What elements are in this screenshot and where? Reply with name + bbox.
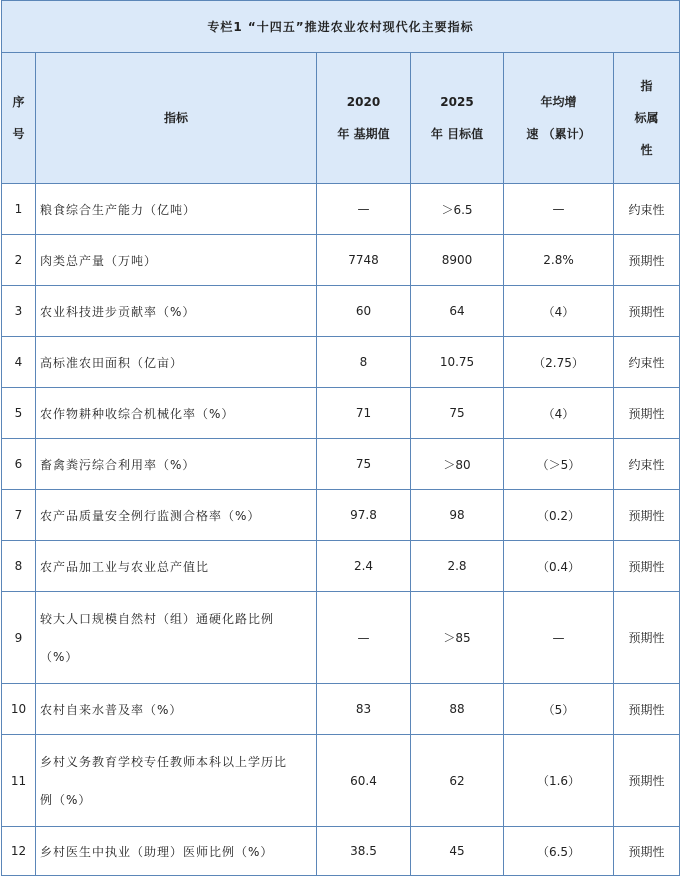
header-property-line: 性 bbox=[640, 143, 653, 157]
row-target-value: 10.75 bbox=[411, 337, 504, 388]
row-seq: 7 bbox=[2, 490, 36, 541]
row-target-value: 88 bbox=[411, 684, 504, 735]
row-property: 约束性 bbox=[614, 184, 680, 235]
indicators-table bbox=[1, 0, 680, 876]
row-base-value: 60.4 bbox=[317, 735, 411, 827]
header-base bbox=[317, 53, 411, 184]
row-seq: 12 bbox=[2, 827, 36, 876]
row-seq: 3 bbox=[2, 286, 36, 337]
row-indicator bbox=[36, 827, 317, 876]
row-base-value: 71 bbox=[317, 388, 411, 439]
row-indicator-text: 肉类总产量（万吨） bbox=[40, 253, 158, 268]
row-target-value: 2.8 bbox=[411, 541, 504, 592]
row-indicator-text: 农村自来水普及率（%） bbox=[40, 702, 183, 717]
table-row bbox=[2, 388, 680, 439]
header-base-line: 年 基期值 bbox=[337, 127, 390, 141]
row-property: 预期性 bbox=[614, 490, 680, 541]
header-property bbox=[614, 53, 680, 184]
row-indicator-text: 农作物耕种收综合机械化率（%） bbox=[40, 406, 235, 421]
row-growth-value: （0.2） bbox=[504, 490, 614, 541]
row-growth-value: （1.6） bbox=[504, 735, 614, 827]
row-property: 预期性 bbox=[614, 388, 680, 439]
table-row bbox=[2, 184, 680, 235]
table-row bbox=[2, 827, 680, 876]
header-growth bbox=[504, 53, 614, 184]
row-seq: 8 bbox=[2, 541, 36, 592]
row-target-value: ＞80 bbox=[411, 439, 504, 490]
header-growth-line: 年均增 bbox=[540, 95, 577, 109]
row-base-value: 2.4 bbox=[317, 541, 411, 592]
row-base-value: — bbox=[317, 184, 411, 235]
row-growth-value: （4） bbox=[504, 388, 614, 439]
table-row bbox=[2, 286, 680, 337]
header-seq-line: 序 bbox=[12, 95, 25, 109]
row-target-value: ＞6.5 bbox=[411, 184, 504, 235]
row-indicator bbox=[36, 286, 317, 337]
row-target-value: 45 bbox=[411, 827, 504, 876]
row-indicator-text: 畜禽粪污综合利用率（%） bbox=[40, 457, 196, 472]
row-indicator-text: 农产品加工业与农业总产值比 bbox=[40, 559, 210, 574]
table-row bbox=[2, 592, 680, 684]
header-target-line: 2025 bbox=[440, 95, 474, 109]
row-seq: 9 bbox=[2, 592, 36, 684]
row-indicator-line: 较大人口规模自然村（组）通硬化路比例 bbox=[40, 611, 275, 626]
table-row bbox=[2, 541, 680, 592]
row-base-value: 83 bbox=[317, 684, 411, 735]
row-indicator bbox=[36, 735, 317, 827]
row-property: 预期性 bbox=[614, 235, 680, 286]
row-indicator-text: 乡村医生中执业（助理）医师比例（%） bbox=[40, 844, 274, 859]
row-indicator-line: （%） bbox=[40, 649, 79, 664]
header-target bbox=[411, 53, 504, 184]
row-base-value: 97.8 bbox=[317, 490, 411, 541]
table-row bbox=[2, 684, 680, 735]
header-row bbox=[2, 53, 680, 184]
row-indicator-text: 农产品质量安全例行监测合格率（%） bbox=[40, 508, 261, 523]
row-indicator-line: 乡村义务教育学校专任教师本科以上学历比 bbox=[40, 754, 288, 769]
row-indicator bbox=[36, 490, 317, 541]
row-base-value: 7748 bbox=[317, 235, 411, 286]
row-indicator-text: 粮食综合生产能力（亿吨） bbox=[40, 202, 197, 217]
row-base-value: 75 bbox=[317, 439, 411, 490]
row-property: 约束性 bbox=[614, 337, 680, 388]
table-title: 专栏1 “十四五”推进农业农村现代化主要指标 bbox=[2, 1, 680, 53]
row-property: 预期性 bbox=[614, 827, 680, 876]
row-indicator-text: 高标准农田面积（亿亩） bbox=[40, 355, 184, 370]
row-target-value: 8900 bbox=[411, 235, 504, 286]
table-row bbox=[2, 490, 680, 541]
row-property: 预期性 bbox=[614, 592, 680, 684]
row-property: 约束性 bbox=[614, 439, 680, 490]
row-seq: 6 bbox=[2, 439, 36, 490]
row-growth-value: （＞5） bbox=[504, 439, 614, 490]
header-growth-line: 速 （累计） bbox=[526, 127, 591, 141]
row-base-value: — bbox=[317, 592, 411, 684]
header-seq bbox=[2, 53, 36, 184]
header-property-line: 指 bbox=[640, 79, 653, 93]
table-row bbox=[2, 735, 680, 827]
row-growth-value: 2.8% bbox=[504, 235, 614, 286]
row-seq: 11 bbox=[2, 735, 36, 827]
table-row bbox=[2, 439, 680, 490]
header-target-line: 年 目标值 bbox=[430, 127, 484, 141]
row-growth-value: — bbox=[504, 592, 614, 684]
row-indicator bbox=[36, 388, 317, 439]
header-property-line: 标属 bbox=[634, 111, 659, 125]
table-row bbox=[2, 235, 680, 286]
row-seq: 4 bbox=[2, 337, 36, 388]
row-target-value: 98 bbox=[411, 490, 504, 541]
row-seq: 10 bbox=[2, 684, 36, 735]
row-indicator-line: 例（%） bbox=[40, 792, 92, 807]
row-target-value: 64 bbox=[411, 286, 504, 337]
row-property: 预期性 bbox=[614, 684, 680, 735]
row-base-value: 38.5 bbox=[317, 827, 411, 876]
header-base-line: 2020 bbox=[346, 95, 381, 109]
row-seq: 5 bbox=[2, 388, 36, 439]
row-indicator bbox=[36, 439, 317, 490]
row-indicator bbox=[36, 592, 317, 684]
row-indicator bbox=[36, 184, 317, 235]
row-target-value: 62 bbox=[411, 735, 504, 827]
row-base-value: 8 bbox=[317, 337, 411, 388]
table-row bbox=[2, 337, 680, 388]
header-indicator: 指标 bbox=[36, 53, 317, 184]
row-growth-value: （5） bbox=[504, 684, 614, 735]
row-indicator bbox=[36, 337, 317, 388]
row-target-value: 75 bbox=[411, 388, 504, 439]
row-seq: 1 bbox=[2, 184, 36, 235]
row-indicator bbox=[36, 541, 317, 592]
header-seq-line: 号 bbox=[12, 127, 25, 141]
row-base-value: 60 bbox=[317, 286, 411, 337]
row-property: 预期性 bbox=[614, 735, 680, 827]
row-indicator bbox=[36, 235, 317, 286]
row-target-value: ＞85 bbox=[411, 592, 504, 684]
row-growth-value: （0.4） bbox=[504, 541, 614, 592]
row-indicator bbox=[36, 684, 317, 735]
row-growth-value: （2.75） bbox=[504, 337, 614, 388]
row-property: 预期性 bbox=[614, 286, 680, 337]
row-seq: 2 bbox=[2, 235, 36, 286]
row-growth-value: （6.5） bbox=[504, 827, 614, 876]
row-growth-value: — bbox=[504, 184, 614, 235]
row-property: 预期性 bbox=[614, 541, 680, 592]
row-indicator-text: 农业科技进步贡献率（%） bbox=[40, 304, 196, 319]
row-growth-value: （4） bbox=[504, 286, 614, 337]
